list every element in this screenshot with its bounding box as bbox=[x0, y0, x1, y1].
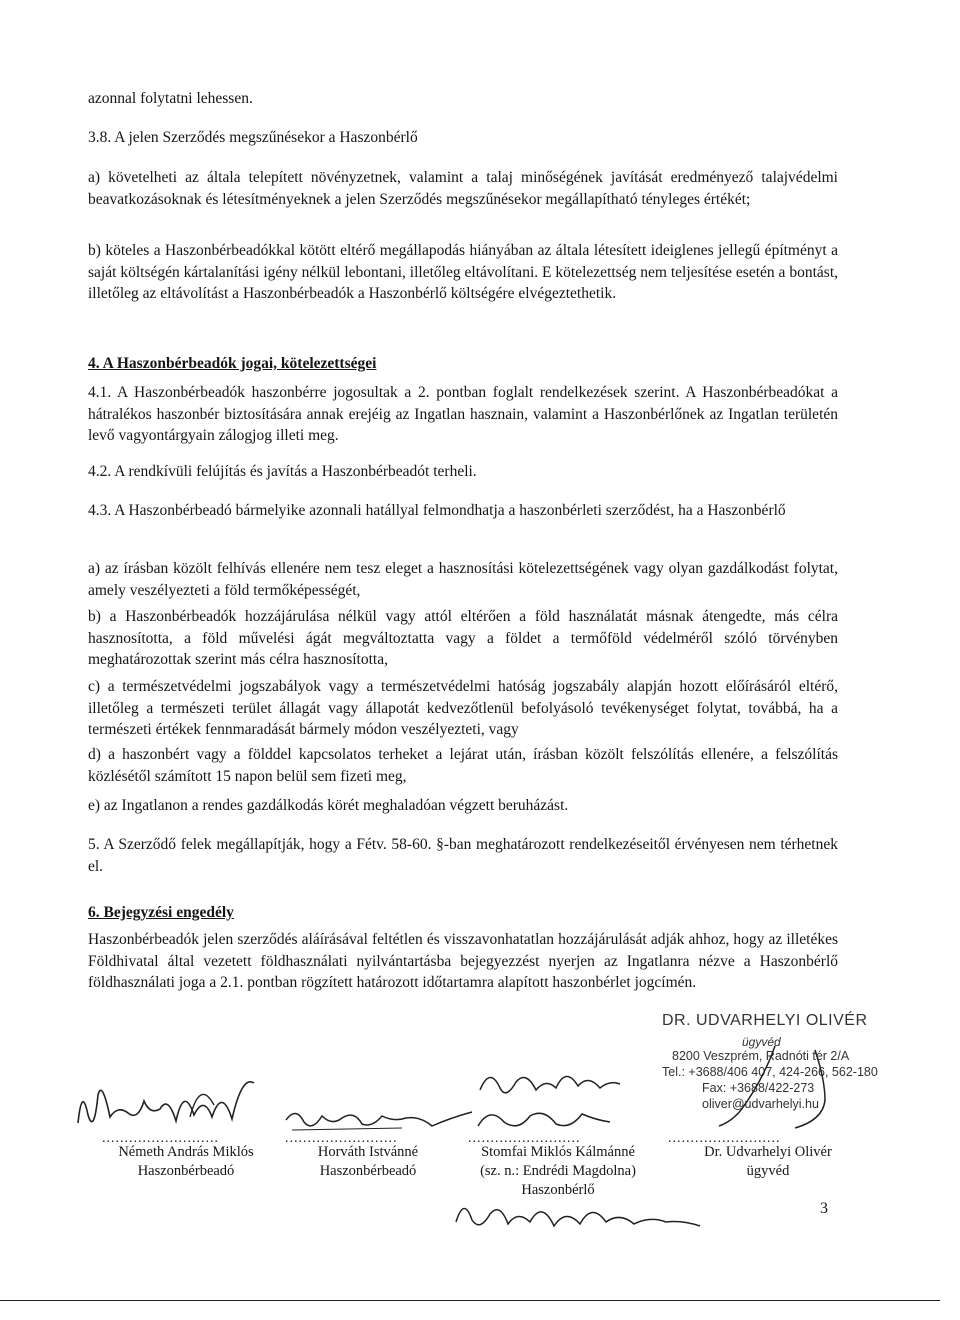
clause-4-3-c: c) a természetvédelmi jogszabályok vagy a természetvédelmi hatóság jogszabály alapján hozott előírásáról eltérő, illetőleg a természeti terület állagát vagy állapotát kedvezőtlenül befolyásoló tevékenységet folytat, továbbá, ha a természeti értékek fennmaradását bármely módon veszélyezteti, vagy bbox=[88, 678, 838, 738]
signatory-2-name: Horváth Istvánné bbox=[317, 1144, 419, 1160]
clause-4-3-a: a) az írásban közölt felhívás ellenére nem tesz eleget a hasznosítási kötelezettségének vagy olyan gazdálkodást folytat, amely veszélyezteti a föld termőképességét, bbox=[88, 560, 838, 599]
signatory-4-name: Dr. Udvarhelyi Olivér bbox=[704, 1144, 832, 1160]
clause-4-3-e: e) az Ingatlanon a rendes gazdálkodás körét meghaladóan végzett beruházást. bbox=[88, 797, 569, 814]
clause-3-8-a: a) követelheti az általa telepített növényzetnek, valamint a talaj minőségének javítását eredményező talajvédelmi beavatkozásoknak és létesítményeknek a jelen Szerződés megszűnésekor megállapítható tényleges értékét; bbox=[88, 169, 838, 208]
section-4-heading: 4. A Haszonbérbeadók jogai, kötelezettségei bbox=[88, 355, 377, 372]
stamp-address: 8200 Veszprém, Radnóti tér 2/A bbox=[672, 1049, 850, 1063]
signatory-1-role: Haszonbérbeadó bbox=[137, 1163, 235, 1179]
section-5: 5. A Szerződő felek megállapítják, hogy a Fétv. 58-60. §-ban meghatározott rendelkezéseitől érvényesen nem térhetnek el. bbox=[88, 836, 838, 875]
signatory-3 bbox=[458, 1143, 658, 1200]
clause-3-8-b: b) köteles a Haszonbérbeadókkal kötött eltérő megállapodás hiányában az általa létesített ideiglenes jellegű építményt a saját költségén kártalanítási igény nélkül lebontani, illetőleg eltávolítani. E kötelezettség nem teljesítése esetén a bontást, illetőleg az eltávolítást a Haszonbérbeadók a Haszonbérlő költségére elvégeztethetik. bbox=[88, 242, 838, 302]
section-6-body: Haszonbérbeadók jelen szerződés aláírásával feltétlen és visszavonhatatlan hozzájárulását adják ahhoz, hogy az illetékes Földhivatal által vezetett földhasználati nyilvántartásba bejegyezzést nyerjen az Ingatlanra nézve a Haszonbérlő földhasználati joga a 2.1. pontban rögzített határozott időtartamra alapított haszonbérlet jogcímén. bbox=[88, 931, 838, 991]
signatory-3-maiden-name: (sz. n.: Endrédi Magdolna) bbox=[480, 1163, 636, 1179]
document-page: azonnal folytatni lehessen. 3.8. A jelen Szerződés megszűnésekor a Haszonbérlő a) követelheti az általa telepített növényzetnek, valamint a talaj minőségének javítását eredményező talajvédelmi beavatkozásoknak és létesítményeknek a jelen Szerződés megszűnésekor megállapítható tényleges értékét; b) köteles a Haszonbérbeadókkal kötött eltérő megállapodás hiányában az általa létesített ideiglenes jellegű építményt a saját költségén kártalanítási igény nélkül lebontani, illetőleg eltávolítani. E kötelezettség nem teljesítése esetén a bontást, illetőleg az eltávolítást a Haszonbérbeadók a Haszonbérlő költségére elvégeztethetik. 4. A Haszonbérbeadók jogai, kötelezettségei 4.1. A Haszonbérbeadók haszonbérre jogosultak a 2. pontban foglalt rendelkezések szerint. A Haszonbérbeadókat a hátralékos haszonbér biztosítására annak erejéig az Ingatlan hasznain, valamint a Haszonbérlőnek az Ingatlan területén levő vagyontárgyain zálogjog illeti meg. 4.2. A rendkívüli felújítás és javítás a Haszonbérbeadót terheli. 4.3. A Haszonbérbeadó bármelyike azonnali hatállyal felmondhatja a haszonbérleti szerződést, ha a Haszonbérlő a) az írásban közölt felhívás ellenére nem tesz eleget a hasznosítási kötelezettségének vagy olyan gazdálkodást folytat, amely veszélyezteti a föld termőképességét, b) a Haszonbérbeadók hozzájárulása nélkül vagy attól eltérően a föld használatát másnak átengedte, más célra hasznosította, a föld művelési ágát megváltoztatta vagy a földet a termőföld védelméről szóló törvényben meghatározottak szerint más célra hasznosította, c) a természetvédelmi jogszabályok vagy a természetvédelmi hatóság jogszabály alapján hozott előírásáról eltérő, illetőleg a természeti terület állagát vagy állapotát kedvezőtlenül befolyásoló tevékenységet folytat, továbbá, ha a természeti értékek fennmaradását bármely módon veszélyezteti, vagy d) a haszonbért vagy a földdel kapcsolatos terheket a lejárat után, írásban közölt felszólítás ellenére, a felszólítás közlésétől számított 15 napon belül sem fizeti meg, e) az Ingatlanon a rendes gazdálkodás körét meghaladóan végzett beruházást. 5. A Szerződő felek megállapítják, hogy a Fétv. 58-60. §-ban meghatározott rendelkezéseitől érvényesen nem térhetnek el. 6. Bejegyzési engedély Haszonbérbeadók jelen szerződés aláírásával feltétlen és visszavonhatatlan hozzájárulását adják ahhoz, hogy az illetékes Földhivatal által vezetett földhasználati nyilvántartásba bejegyezzést nyerjen az Ingatlanra nézve a Haszonbérlő földhasználati joga a 2.1. pontban rögzített határozott időtartamra alapított haszonbérlet jogcímén. DR. UDVARHELYI OLIVÉR ügyvéd 8200 Veszprém, Radnóti tér 2/A Tel.: +3688/406 407, 424-266, 562-180 Fax: +3688/422-273 oliver@udvarhelyi.hu .......................... ......................... ......................... ......................... Németh András Miklós Haszonbérbeadó Horváth Istvánné Haszonbérbeadó Stomfai Miklós Kálmánné (sz. n.: Endrédi Magdolna) Haszonbérlő Dr. Udvarhelyi Olivér ügyvéd 3 bbox=[0, 0, 960, 1320]
clause-4-3-d: d) a haszonbért vagy a földdel kapcsolatos terheket a lejárat után, írásban közölt felszólítás ellenére, a felszólítás közlésétől számított 15 napon belül sem fizeti meg, bbox=[88, 746, 838, 785]
stamp-phone: Tel.: +3688/406 407, 424-266, 562-180 bbox=[662, 1065, 878, 1079]
stamp-email: oliver@udvarhelyi.hu bbox=[702, 1097, 819, 1111]
clause-4-2: 4.2. A rendkívüli felújítás és javítás a Haszonbérbeadót terheli. bbox=[88, 463, 477, 480]
section-6-heading: 6. Bejegyzési engedély bbox=[88, 904, 234, 921]
signatory-2-role: Haszonbérbeadó bbox=[319, 1163, 417, 1179]
signature-nemeth bbox=[72, 1065, 272, 1135]
signatory-3-role: Haszonbérlő bbox=[521, 1182, 595, 1198]
stamp-name: DR. UDVARHELYI OLIVÉR bbox=[662, 1012, 868, 1029]
signatory-4-role: ügyvéd bbox=[746, 1163, 790, 1179]
clause-4-3: 4.3. A Haszonbérbeadó bármelyike azonnali hatállyal felmondhatja a haszonbérleti szerződést, ha a Haszonbérlő bbox=[88, 502, 786, 519]
signatory-1 bbox=[96, 1143, 276, 1181]
clause-4-3-b: b) a Haszonbérbeadók hozzájárulása nélkül vagy attól eltérően a föld használatát másnak átengedte, más célra hasznosította, a föld művelési ágát megváltoztatta vagy a földet a termőföld védelméről szóló törvényben meghatározottak szerint más célra hasznosította, bbox=[88, 608, 838, 668]
signatory-2 bbox=[288, 1143, 448, 1181]
paragraph-continuation: azonnal folytatni lehessen. bbox=[88, 90, 253, 107]
page-number: 3 bbox=[820, 1200, 828, 1217]
stamp-fax: Fax: +3688/422-273 bbox=[702, 1081, 815, 1095]
signature-udvarhelyi bbox=[675, 1040, 875, 1130]
signatory-4 bbox=[688, 1143, 848, 1181]
clause-4-1: 4.1. A Haszonbérbeadók haszonbérre jogosultak a 2. pontban foglalt rendelkezések szerint. A Haszonbérbeadókat a hátralékos haszonbér biztosítására annak erejéig az Ingatlan hasznain, valamint a Haszonbérlőnek az Ingatlan területén levő vagyontárgyain zálogjog illeti meg. bbox=[88, 384, 838, 444]
section-3-8-intro: 3.8. A jelen Szerződés megszűnésekor a Haszonbérlő bbox=[88, 129, 418, 146]
stamp-title: ügyvéd bbox=[742, 1035, 781, 1049]
signatory-3-name: Stomfai Miklós Kálmánné bbox=[481, 1144, 635, 1160]
signatory-1-name: Németh András Miklós bbox=[118, 1144, 254, 1160]
bottom-rule bbox=[0, 1300, 940, 1301]
